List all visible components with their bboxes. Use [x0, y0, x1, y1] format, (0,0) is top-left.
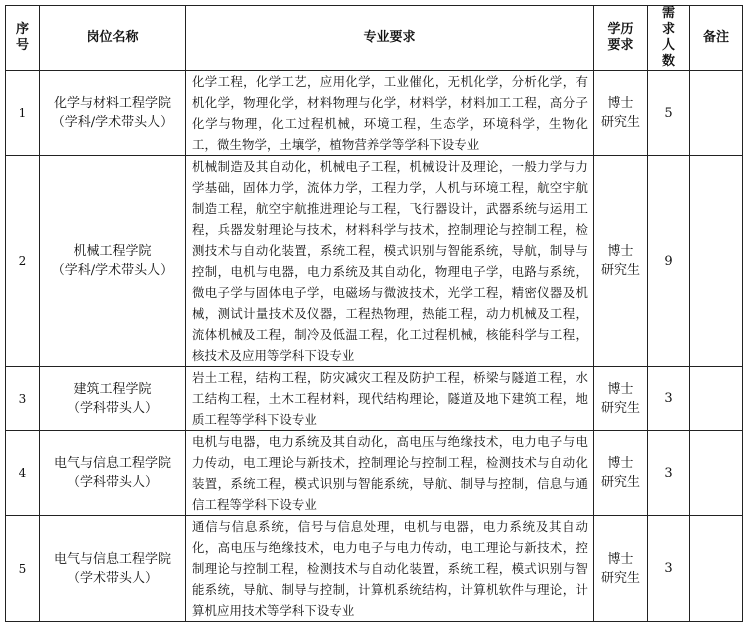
- note-cell: [690, 431, 743, 516]
- header-index: 序号: [6, 6, 40, 71]
- recruitment-table-container: [5, 5, 743, 622]
- post-cell: [40, 156, 186, 367]
- degree-line-2: 研究生: [600, 263, 640, 278]
- post-role: （学科带头人）: [66, 400, 158, 416]
- degree-cell: [594, 71, 648, 156]
- degree-line-2: 研究生: [600, 400, 640, 416]
- degree-cell: [594, 367, 648, 431]
- degree-cell: [594, 156, 648, 367]
- post-role: （学术带头人）: [66, 570, 158, 586]
- header-post: 岗位名称: [40, 6, 186, 71]
- header-note: 备注: [690, 6, 743, 71]
- header-major: 专业要求: [186, 6, 594, 71]
- degree-cell: [594, 431, 648, 516]
- row-index: 3: [6, 367, 40, 431]
- note-cell: [690, 367, 743, 431]
- table-row: [6, 431, 743, 516]
- major-requirements: 岩土工程，结构工程，防灾减灾工程及防护工程，桥梁与隧道工程，水工结构工程，土木工程材料，现代结构理论，隧道及地下建筑工程，地质工程等学科下设专业: [186, 367, 594, 431]
- note-cell: [690, 71, 743, 156]
- post-cell: [40, 367, 186, 431]
- post-cell: [40, 516, 186, 622]
- header-degree: 学历要求: [594, 6, 648, 71]
- table-row: [6, 156, 743, 367]
- demand-count: 9: [648, 156, 690, 367]
- post-name: 化学与材料工程学院: [53, 96, 171, 111]
- degree-line-1: 博士: [607, 96, 634, 111]
- post-name: 建筑工程学院: [73, 381, 152, 397]
- table-row: [6, 367, 743, 431]
- post-cell: [40, 71, 186, 156]
- note-cell: [690, 156, 743, 367]
- major-requirements: 化学工程，化学工艺，应用化学，工业催化，无机化学，分析化学，有机化学，物理化学，材料物理与化学，材料学，材料加工工程，高分子化学与物理，化工过程机械，环境工程，生态学，环境科学，生物化工，微生物学，土壤学，植物营养学等学科下设专业: [186, 71, 594, 156]
- post-name: 机械工程学院: [73, 244, 152, 259]
- degree-cell: [594, 516, 648, 622]
- recruitment-table: [5, 5, 743, 622]
- row-index: 4: [6, 431, 40, 516]
- row-index: 2: [6, 156, 40, 367]
- post-cell: [40, 431, 186, 516]
- post-name: 电气与信息工程学院: [53, 456, 171, 471]
- demand-count: 3: [648, 367, 690, 431]
- row-index: 1: [6, 71, 40, 156]
- major-requirements: 机械制造及其自动化，机械电子工程，机械设计及理论，一般力学与力学基础，固体力学，流体力学，工程力学，人机与环境工程，航空宇航制造工程，航空宇航推进理论与工程，飞行器设计，武器系统与运用工程，兵器发射理论与技术，材料科学与技术，控制理论与控制工程，检测技术与自动化装置，系统工程，模式识别与智能系统，导航，制导与控制，电机与电器，电力系统及其自动化，物理电子学，电路与系统，微电子学与固体电子学，电磁场与微波技术，光学工程，精密仪器及机械，测试计量技术及仪器，工程热物理，热能工程，动力机械及工程，流体机械及工程，制冷及低温工程，化工过程机械，核能科学与工程，核技术及应用等学科下设专业: [186, 156, 594, 367]
- header-count: 需求人数: [648, 6, 690, 71]
- degree-line-1: 博士: [607, 381, 634, 397]
- demand-count: 5: [648, 71, 690, 156]
- post-role: （学科/学术带头人）: [51, 263, 174, 278]
- demand-count: 3: [648, 516, 690, 622]
- degree-line-1: 博士: [607, 551, 634, 567]
- table-row: [6, 516, 743, 622]
- degree-line-2: 研究生: [600, 115, 640, 130]
- degree-line-1: 博士: [607, 456, 634, 471]
- major-requirements: 电机与电器，电力系统及其自动化，高电压与绝缘技术，电力电子与电力传动，电工理论与新技术，控制理论与控制工程，检测技术与自动化装置，系统工程，模式识别与智能系统，导航、制导与控制，信息与通信工程等学科下设专业: [186, 431, 594, 516]
- post-role: （学科带头人）: [66, 475, 158, 490]
- table-row: [6, 71, 743, 156]
- post-role: （学科/学术带头人）: [51, 115, 174, 130]
- post-name: 电气与信息工程学院: [53, 551, 171, 567]
- major-requirements: 通信与信息系统，信号与信息处理，电机与电器，电力系统及其自动化，高电压与绝缘技术，电力电子与电力传动，电工理论与新技术，控制理论与控制工程，检测技术与自动化装置，系统工程，模式识别与智能系统，导航、制导与控制，计算机系统结构，计算机软件与理论，计算机应用技术等学科下设专业: [186, 516, 594, 622]
- note-cell: [690, 516, 743, 622]
- degree-line-2: 研究生: [600, 570, 640, 586]
- row-index: 5: [6, 516, 40, 622]
- degree-line-1: 博士: [607, 244, 634, 259]
- header-row: [6, 6, 743, 71]
- demand-count: 3: [648, 431, 690, 516]
- degree-line-2: 研究生: [600, 475, 640, 490]
